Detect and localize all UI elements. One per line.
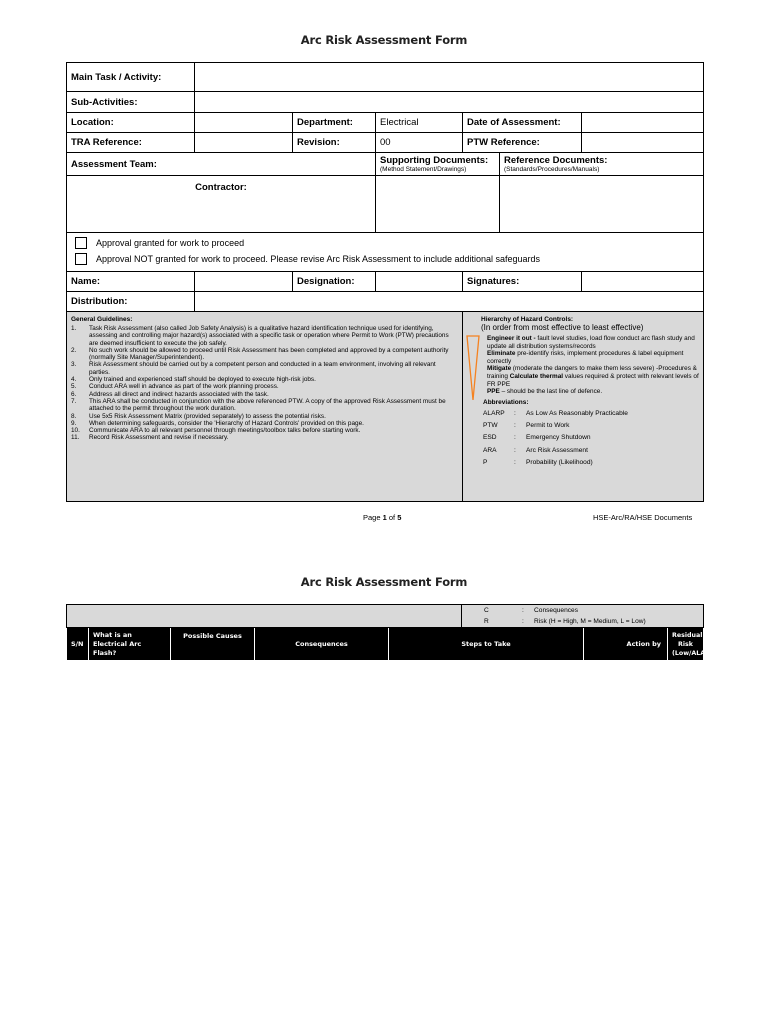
guideline-item: 8. Use 5x5 Risk Assessment Matrix (provided separately) to assess the potential risks. — [71, 412, 326, 420]
sub-activities-label: Sub-Activities: — [67, 92, 195, 113]
date-label: Date of Assessment: — [463, 113, 582, 133]
ptw-reference-field[interactable] — [582, 133, 704, 153]
abbreviation-row: ESD : Emergency Shutdown — [483, 434, 591, 442]
location-label: Location: — [67, 113, 195, 133]
approval-not-granted-row[interactable] — [75, 253, 703, 265]
guideline-item: 3. Risk Assessment should be carried out by a competent person and conducted in a team environment, involving all relevant parties. — [71, 361, 436, 376]
name-label: Name: — [67, 272, 195, 292]
contractor-label: Contractor: — [195, 182, 247, 193]
approval-granted-row[interactable] — [75, 237, 703, 249]
guideline-item: 7. This ARA shall be conducted in conjunction with the above referenced PTW. A copy of the approved Risk Assessment must be attached to the permit throughout the work duration. — [71, 397, 446, 413]
signatures-field[interactable] — [582, 272, 704, 292]
guideline-item: 10. Communicate ARA to all relevant personnel through meetings/toolbox talks before starting work. — [71, 427, 361, 435]
tra-reference-label: TRA Reference: — [67, 133, 195, 153]
control-eliminate: Eliminate pre-identify risks, implement procedures & label equipment correctly — [487, 350, 684, 365]
tra-reference-field[interactable] — [195, 133, 293, 153]
approval-granted-checkbox[interactable] — [75, 237, 87, 249]
department-label: Department: — [293, 113, 376, 133]
document-reference: HSE-Arc/RA/HSE Documents — [593, 513, 693, 522]
abbreviations-title: Abbreviations: — [483, 398, 529, 406]
ptw-reference-label: PTW Reference: — [463, 133, 582, 153]
department-value[interactable]: Electrical — [376, 113, 463, 133]
column-header-possible-causes: Possible Causes — [171, 628, 255, 661]
date-field[interactable] — [582, 113, 704, 133]
reference-documents-note: (Standards/Procedures/Manuals) — [504, 165, 600, 173]
signatures-label: Signatures: — [463, 272, 582, 292]
column-header-what-is-arc-flash: What is an Electrical Arc Flash? — [89, 628, 171, 661]
control-ppe: PPE – should be the last line of defence. — [487, 388, 603, 396]
abbreviation-row: ALARP : As Low As Reasonably Practicable — [483, 409, 628, 417]
approval-cell — [67, 233, 704, 272]
sub-activities-field[interactable] — [195, 92, 704, 113]
page2-title: Arc Risk Assessment Form — [300, 575, 468, 589]
guideline-item: 4. Only trained and experienced staff should be deployed to execute high-risk jobs. — [71, 376, 316, 384]
assessment-team-label: Assessment Team: — [67, 153, 376, 176]
general-guidelines-title: General Guidelines: — [71, 316, 133, 323]
abbreviation-row: ARA : Arc Risk Assessment — [483, 446, 588, 454]
column-header-steps-to-take: Steps to Take — [389, 628, 584, 661]
guideline-item: 11. Record Risk Assessment and revise if necessary. — [71, 434, 229, 442]
supporting-documents-note: (Method Statement/Drawings) — [380, 165, 467, 173]
approval-not-granted-checkbox[interactable] — [75, 253, 87, 265]
hierarchy-list — [463, 335, 699, 396]
revision-value[interactable]: 00 — [376, 133, 463, 153]
supporting-documents-header — [376, 153, 500, 176]
name-field[interactable] — [195, 272, 293, 292]
column-header-sn: S/N — [67, 628, 89, 661]
approval-not-granted-label: Approval NOT granted for work to proceed. Please revise Arc Risk Assessment to include additional safeguards — [96, 254, 541, 264]
reference-documents-header — [500, 153, 704, 176]
guideline-item: 9. When determining safeguards, consider the 'Hierarchy of Hazard Controls' provided on this page. — [71, 419, 364, 427]
assessment-form-table — [66, 62, 704, 502]
abbreviations-continued-blank — [67, 605, 462, 628]
hierarchy-cell — [463, 312, 704, 502]
reference-documents-field[interactable] — [500, 176, 704, 233]
general-guidelines-cell — [67, 312, 463, 502]
supporting-documents-label: Supporting Documents: — [380, 154, 489, 166]
supporting-documents-field[interactable] — [376, 176, 500, 233]
location-field[interactable] — [195, 113, 293, 133]
hierarchy-triangle-icon — [466, 335, 480, 401]
guideline-item: 2. No such work should be allowed to proceed until Risk Assessment has been completed and approved by a competent authority (normally Site Manager/Superintendent). — [71, 346, 449, 362]
hierarchy-subtitle: (In order from most effective to least effective) — [481, 323, 644, 332]
control-engineer-it-out: Engineer it out - fault level studies, load flow conduct arc flash study and update all distribution systems/records — [487, 335, 695, 350]
contractor-cell[interactable] — [67, 176, 376, 233]
page-number: Page 1 of 5 — [363, 513, 402, 522]
column-header-consequences: Consequences — [255, 628, 389, 661]
control-mitigate: Mitigate (moderate the dangers to make them less severe) -Procedures & training Calculate thermal values required & protect with relevant levels of FR PPE — [487, 365, 699, 388]
main-task-field[interactable] — [195, 63, 704, 92]
revision-label: Revision: — [293, 133, 376, 153]
guideline-item: 1. Task Risk Assessment (also called Job Safety Analysis) is a qualitative hazard identification technique used for identifying, assessing and controlling major hazard(s) associated with a specific task or operation where Permit to Work (PTW) precautions are deemed insufficient to execute the job safely. — [71, 325, 449, 347]
guideline-item: 6. Address all direct and indirect hazards associated with the task. — [71, 390, 269, 398]
column-header-residual-risk: Residual Risk (Low/ALARP) — [668, 628, 704, 661]
abbreviations-continued — [462, 605, 704, 628]
hierarchy-title: Hierarchy of Hazard Controls: — [481, 316, 574, 323]
guideline-item: 5. Conduct ARA well in advance as part of the work planning process. — [71, 383, 279, 391]
page-title: Arc Risk Assessment Form — [300, 33, 468, 47]
column-header-action-by: Action by — [584, 628, 668, 661]
abbreviation-row: R : Risk (H = High, M = Medium, L = Low) — [484, 618, 646, 625]
distribution-label: Distribution: — [67, 292, 195, 312]
abbreviation-row: P : Probability (Likelihood) — [483, 458, 593, 466]
abbreviation-row: PTW : Permit to Work — [483, 422, 570, 430]
general-guidelines-list — [71, 325, 458, 442]
designation-field[interactable] — [376, 272, 463, 292]
main-task-label: Main Task / Activity: — [67, 63, 195, 92]
distribution-field[interactable] — [195, 292, 704, 312]
approval-granted-label: Approval granted for work to proceed — [96, 238, 245, 248]
abbreviation-row: C : Consequences — [484, 607, 579, 614]
designation-label: Designation: — [293, 272, 376, 292]
risk-steps-table — [66, 604, 718, 661]
reference-documents-label: Reference Documents: — [504, 154, 608, 166]
